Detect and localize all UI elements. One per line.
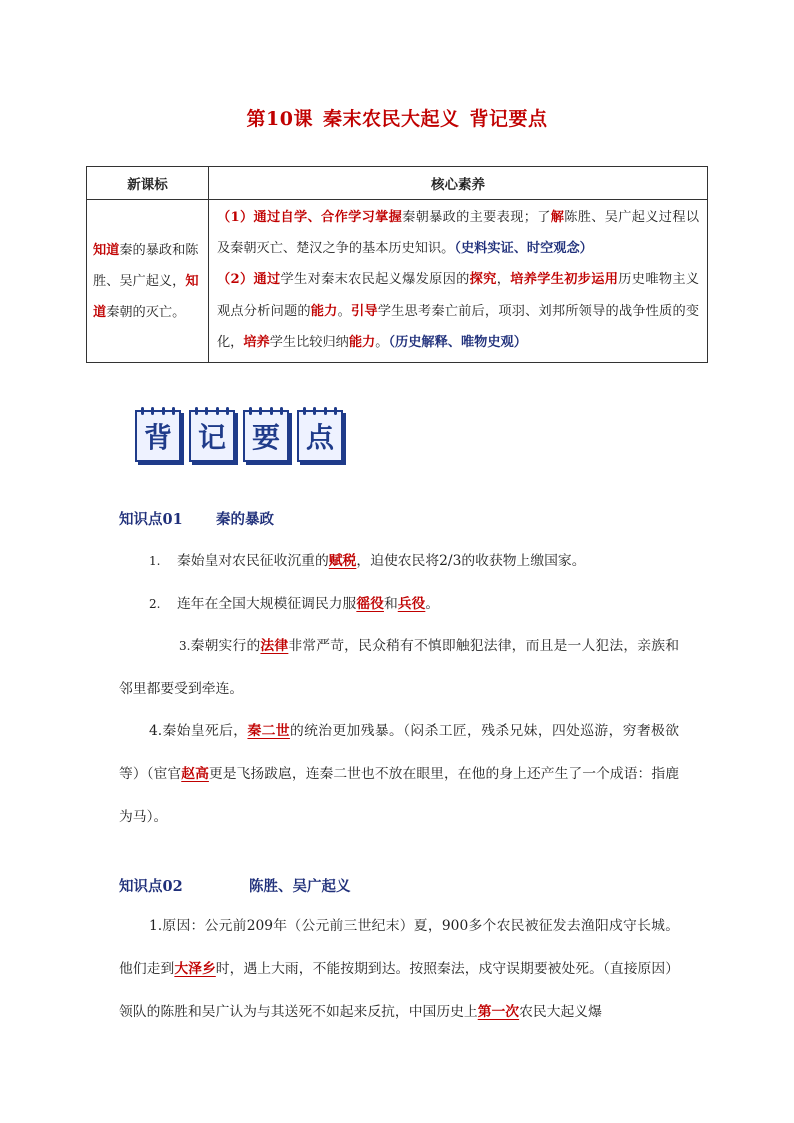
list-item: 1.原因：公元前209年（公元前三世纪末）夏，900多个农民被征发去渔阳戍守长城。他们走到大泽乡时，遇上大雨，不能按期到达。按照秦法，戍守误期要被处死。（直接原因）领队的陈胜和吴广认为与其送死不如起来反抗，中国历史上第一次农民大起义爆 — [119, 918, 679, 1020]
table-header-row — [87, 167, 708, 200]
curriculum-standards-table — [86, 166, 708, 363]
memorize-points-banner — [135, 410, 343, 462]
table-row — [87, 200, 708, 363]
notepad-badge: 记 — [189, 410, 235, 462]
notepad-badge: 点 — [297, 410, 343, 462]
list-item: 2. 连年在全国大规模征调民力服徭役和兵役。 — [149, 596, 440, 612]
notepad-badge: 背 — [135, 410, 181, 462]
header-core-literacy: 核心素养 — [209, 167, 708, 200]
literacy-cell: （1）通过自学、合作学习掌握秦朝暴政的主要表现；了解陈胜、吴广起义过程以及秦朝灭亡、楚汉之争的基本历史知识。（史料实证、时空观念） （2）通过学生对秦末农民起义爆发原因的探究，培养学生初步运用历史唯物主义观点分析问题的能力。引导学生思考秦亡前后，项羽、刘邦所领导的战争性质的变化，培养学生比较归纳能力。（历史解释、唯物史观） — [209, 200, 708, 363]
notepad-badge: 要 — [243, 410, 289, 462]
header-new-standard: 新课标 — [87, 167, 209, 200]
list-item: 3.秦朝实行的法律非常严苛，民众稍有不慎即触犯法律，而且是一人犯法，亲族和邻里都要受到牵连。 — [119, 638, 680, 697]
list-item: 1. 秦始皇对农民征收沉重的赋税，迫使农民将2/3的收获物上缴国家。 — [149, 553, 586, 569]
page-title: 第10课 秦末农民大起义 背记要点 — [246, 108, 548, 130]
standard-cell: 知道秦的暴政和陈胜、吴广起义，知道秦朝的灭亡。 — [87, 200, 209, 363]
list-item: 4.秦始皇死后，秦二世的统治更加残暴。（闷杀工匠，残杀兄妹，四处巡游，穷奢极欲等）（宦官赵高更是飞扬跋扈，连秦二世也不放在眼里，在他的身上还产生了一个成语：指鹿为马）。 — [119, 723, 680, 825]
